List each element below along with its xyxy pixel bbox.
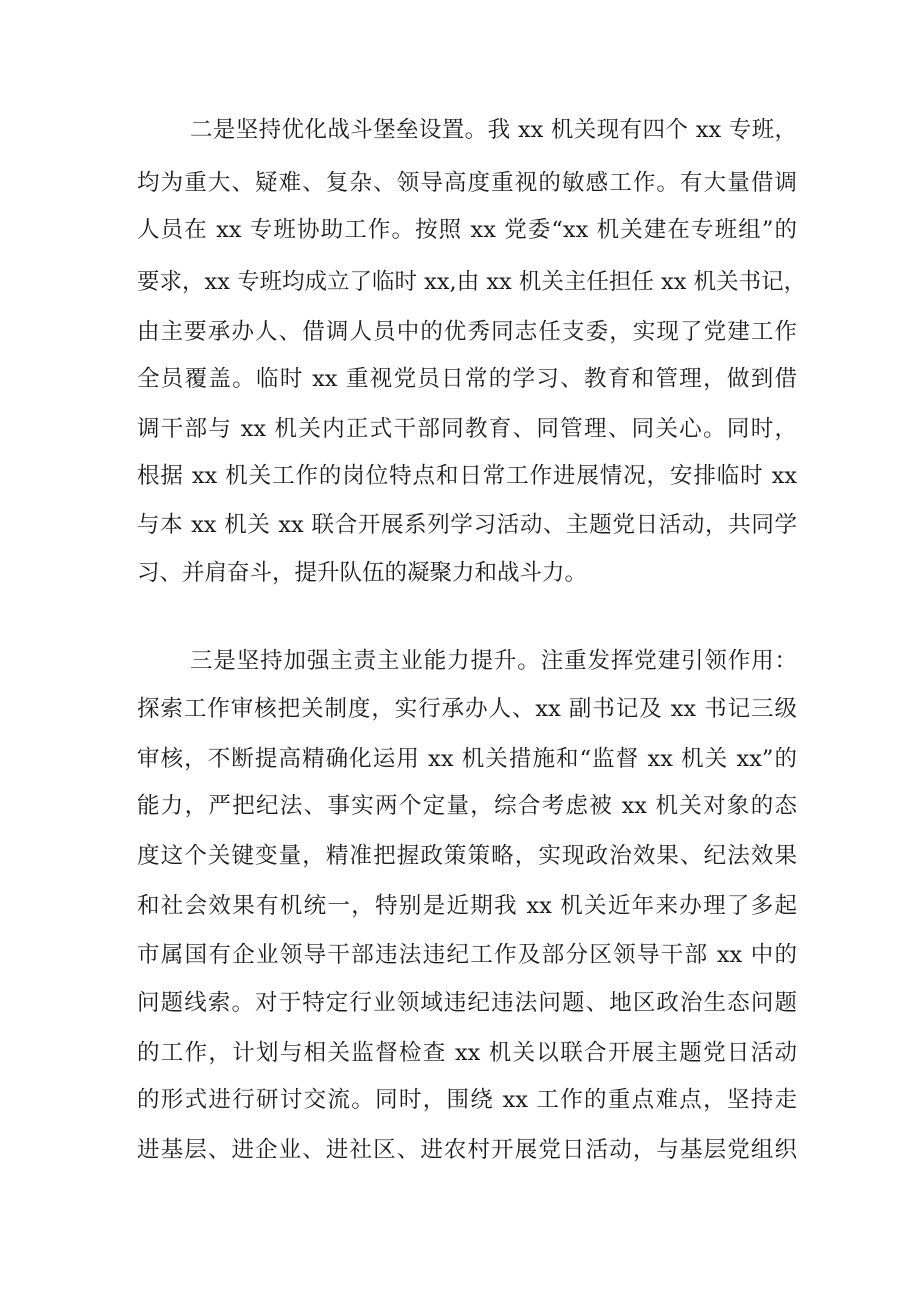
text-line: 与本 xx 机关 xx 联合开展系列学习活动、主题党日活动，共同学 [137, 512, 797, 538]
text-line: 根据 xx 机关工作的岗位特点和日常工作进展情况，安排临时 xx [137, 463, 797, 489]
text-line: 由主要承办人、借调人员中的优秀同志任支委，实现了党建工作 [137, 319, 797, 345]
text-line: 调干部与 xx 机关内正式干部同教育、同管理、同关心。同时， [137, 416, 797, 442]
text-line: 审核，不断提高精确化运用 xx 机关措施和“监督 xx 机关 xx”的 [137, 746, 797, 772]
text-line: 能力，严把纪法、事实两个定量，综合考虑被 xx 机关对象的态 [137, 793, 797, 819]
text-line: 三是坚持加强主责主业能力提升。注重发挥党建引领作用： [190, 648, 797, 674]
text-line: 均为重大、疑难、复杂、领导高度重视的敏感工作。有大量借调 [137, 170, 797, 196]
text-line: 问题线索。对于特定行业领域违纪违法问题、地区政治生态问题 [137, 990, 797, 1016]
text-line: 进基层、进企业、进社区、进农村开展党日活动，与基层党组织 [137, 1137, 797, 1163]
text-line: 度这个关键变量，精准把握政策策略，实现政治效果、纪法效果 [137, 843, 797, 869]
text-line: 探索工作审核把关制度，实行承办人、xx 副书记及 xx 书记三级 [137, 696, 797, 722]
text-line: 人员在 xx 专班协助工作。按照 xx 党委“xx 机关建在专班组”的 [137, 217, 797, 243]
text-line: 的形式进行研讨交流。同时，围绕 xx 工作的重点难点，坚持走 [137, 1087, 797, 1113]
text-line: 全员覆盖。临时 xx 重视党员日常的学习、教育和管理，做到借 [137, 366, 797, 392]
text-line: 要求，xx 专班均成立了临时 xx,由 xx 机关主任担任 xx 机关书记， [137, 269, 807, 295]
text-line: 的工作，计划与相关监督检查 xx 机关以联合开展主题党日活动 [137, 1040, 797, 1066]
text-line: 和社会效果有机统一，特别是近期我 xx 机关近年来办理了多起 [137, 893, 797, 919]
text-line: 习、并肩奋斗，提升队伍的凝聚力和战斗力。 [137, 560, 588, 586]
text-line: 二是坚持优化战斗堡垒设置。我 xx 机关现有四个 xx 专班， [190, 117, 797, 143]
text-line: 市属国有企业领导干部违法违纪工作及部分区领导干部 xx 中的 [137, 942, 797, 968]
